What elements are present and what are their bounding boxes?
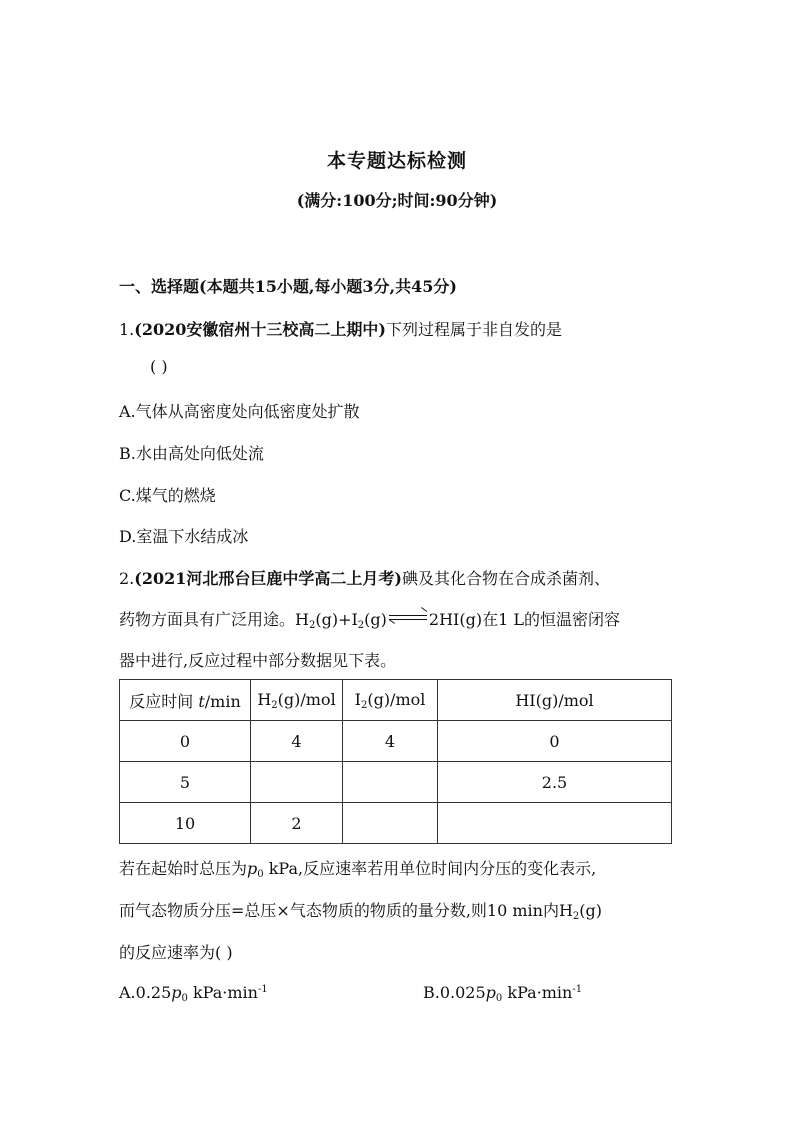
question-text: (g) [579,901,603,920]
equation-text: (g) [364,610,387,629]
option-c: C.煤气的燃烧 [119,486,216,505]
pressure-symbol: p [171,983,182,1002]
pressure-symbol: p [485,983,496,1002]
table-cell: 0 [438,721,672,762]
question-source: (2020安徽宿州十三校高二上期中) [134,320,386,339]
question-2-stem-line-1 [119,566,610,589]
table-header: $I_2(g)$/mol [343,680,438,721]
superscript: -1 [572,984,583,995]
option-b [423,983,582,1004]
table-header: $H_2(g)$/mol [251,680,343,721]
question-number: 2. [119,569,135,588]
question-1-stem [119,317,562,340]
table-cell: 4 [251,721,343,762]
equation-text: 2HI(g)在1 L的恒温密闭容 [428,610,620,629]
question-number: 1. [119,320,135,339]
table-cell: 0 [120,721,251,762]
option-b: B.水由高处向低处流 [119,444,264,463]
question-2-stem-line-3: 器中进行,反应过程中部分数据见下表。 [119,651,397,670]
page-title: 本专题达标检测 [326,150,467,172]
question-2-condition-line-2 [119,898,602,922]
option-unit: kPa·min [187,983,258,1002]
answer-blank: ( ) [150,357,168,376]
question-text: 若在起始时总压为 [119,859,248,878]
reversible-arrow-icon [389,613,427,623]
subscript: 0 [495,993,503,1004]
table-cell: 2 [251,803,343,844]
question-text: 下列过程属于非自发的是 [385,320,562,339]
table-cell: 10 [120,803,251,844]
table-cell [438,803,672,844]
equation-text: (g)+I [315,610,358,629]
table-row [120,762,672,803]
superscript: -1 [257,984,268,995]
table-header: 反应时间 t/min [120,680,251,721]
subscript: 0 [181,993,188,1004]
question-2-stem-line-2 [119,607,620,631]
subscript: 2 [357,620,365,631]
question-text: kPa,反应速率若用单位时间内分压的变化表示, [263,859,597,878]
subscript: 0 [257,869,264,880]
question-text: 碘及其化合物在合成杀菌剂、 [401,569,610,588]
option-value: B.0.025 [423,983,486,1002]
table-header-row [120,680,672,721]
subscript: 2 [308,620,316,631]
table-cell: 2.5 [438,762,672,803]
question-text: 而气态物质分压=总压×气态物质的物质的量分数,则10 min内H [119,901,573,920]
table-cell: 5 [120,762,251,803]
table-cell [343,762,438,803]
table-row [120,803,672,844]
table-cell [343,803,438,844]
option-value: A.0.25 [119,983,172,1002]
option-a [119,983,268,1004]
question-2-condition-line-1 [119,856,596,880]
table-row [120,721,672,762]
table-cell: 4 [343,721,438,762]
data-table [119,679,672,844]
option-unit: kPa·min [502,983,573,1002]
option-a: A.气体从高密度处向低密度处扩散 [119,402,360,421]
page-subtitle: (满分:100分;时间:90分钟) [296,191,498,210]
equation-text: 药物方面具有广泛用途。H [119,610,309,629]
option-d: D.室温下水结成冰 [119,527,249,546]
question-source: (2021河北邢台巨鹿中学高二上月考) [134,569,402,588]
question-2-condition-line-3: 的反应速率为( ) [119,943,233,962]
table-cell [251,762,343,803]
section-heading: 一、选择题(本题共15小题,每小题3分,共45分) [119,277,457,296]
pressure-symbol: p [247,859,258,878]
table-header: HI(g)/mol [438,680,672,721]
subscript: 2 [572,911,580,922]
